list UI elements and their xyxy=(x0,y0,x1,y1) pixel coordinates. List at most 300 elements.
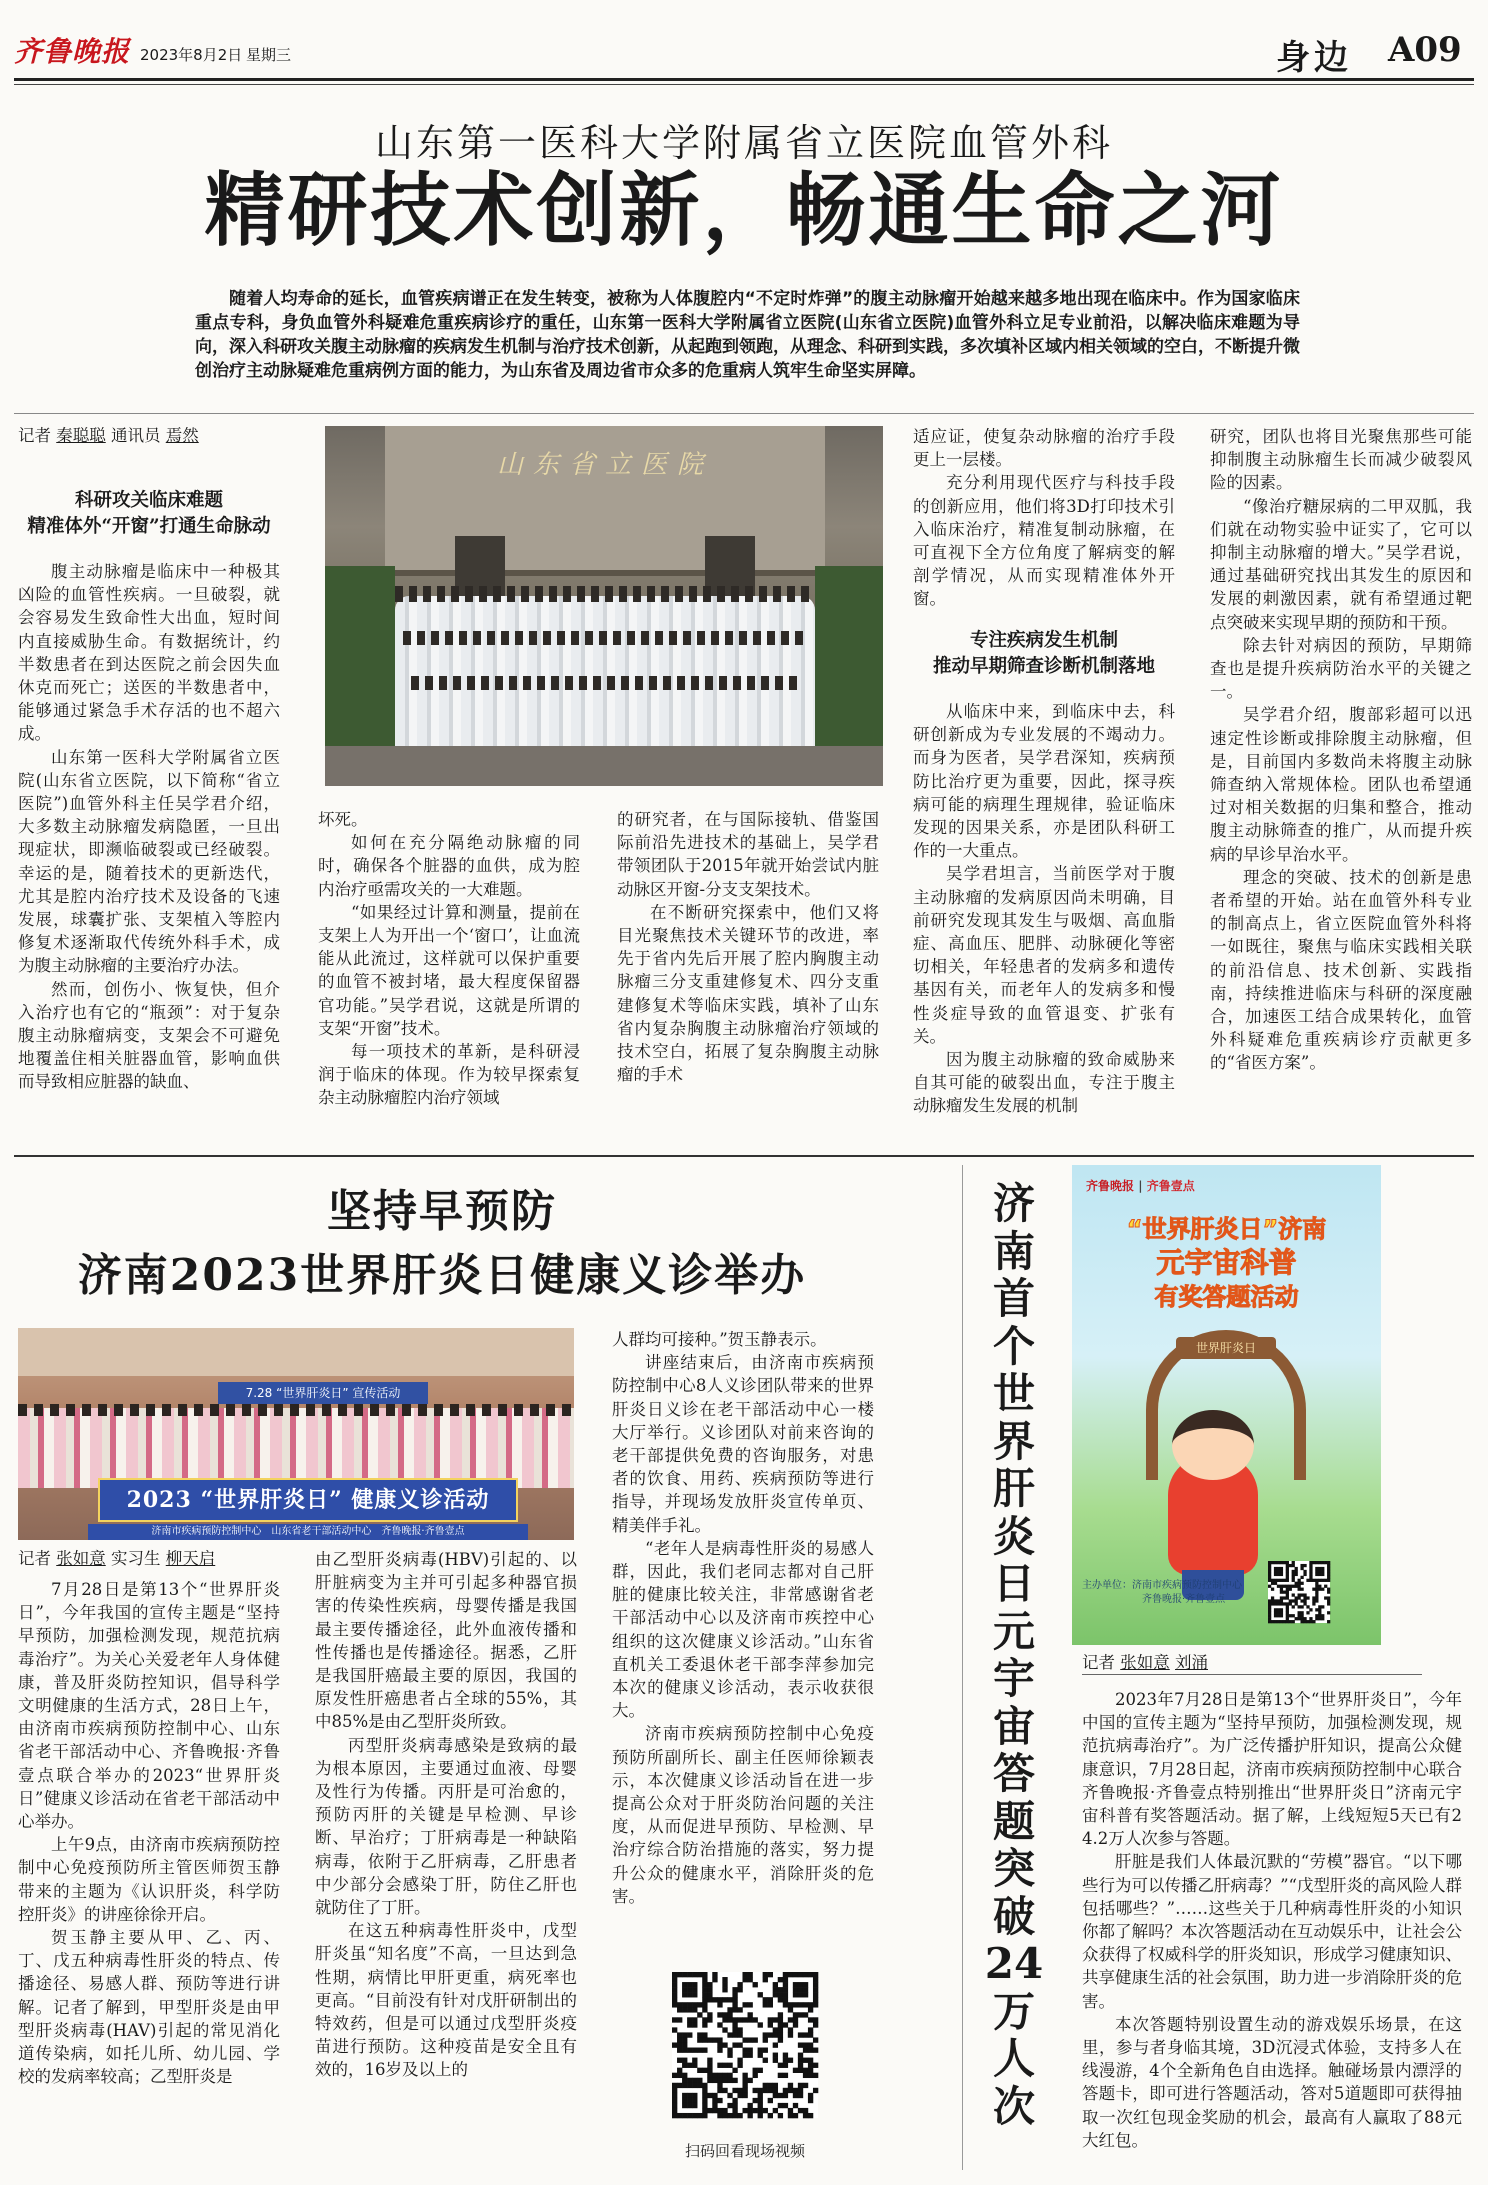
article2-qr-code[interactable] xyxy=(672,1972,818,2118)
qr-module xyxy=(672,2088,677,2093)
article1-column-3 xyxy=(617,808,879,1150)
qr-module xyxy=(687,2007,692,2012)
poster-line-1: “世界肝炎日”济南 xyxy=(1126,1215,1327,1243)
qr-module xyxy=(813,2017,818,2022)
qr-module xyxy=(803,1987,808,1992)
qr-module xyxy=(798,2093,803,2098)
qr-module xyxy=(1315,1591,1318,1594)
qr-module xyxy=(682,2093,687,2098)
qr-module xyxy=(803,2068,808,2073)
article2-title xyxy=(14,1180,870,1308)
qr-module xyxy=(727,1997,732,2002)
qr-module xyxy=(1312,1602,1315,1605)
qr-module xyxy=(753,2037,758,2042)
qr-module xyxy=(783,1987,788,1992)
qr-module xyxy=(677,2068,682,2073)
qr-module xyxy=(722,2088,727,2093)
qr-module xyxy=(1300,1599,1303,1602)
qr-module xyxy=(1277,1620,1280,1623)
qr-module xyxy=(798,2058,803,2063)
qr-module xyxy=(803,2002,808,2007)
qr-module xyxy=(702,1982,707,1987)
qr-module xyxy=(712,2098,717,2103)
qr-module xyxy=(692,2002,697,2007)
qr-module xyxy=(697,2113,702,2118)
qr-module xyxy=(1286,1561,1289,1564)
qr-module xyxy=(1306,1605,1309,1608)
poster-sign: 世界肝炎日 xyxy=(1176,1337,1276,1359)
qr-module xyxy=(763,2058,768,2063)
poster-brand-bar xyxy=(1086,1177,1226,1197)
qr-module xyxy=(813,2037,818,2042)
qr-module xyxy=(1306,1579,1309,1582)
qr-module xyxy=(758,2022,763,2027)
qr-module xyxy=(692,2093,697,2098)
poster-line-3: 有奖答题活动 xyxy=(1154,1283,1299,1311)
qr-module xyxy=(722,1997,727,2002)
qr-module xyxy=(682,2042,687,2047)
article2-column-2 xyxy=(315,1548,577,2173)
qr-module xyxy=(758,2048,763,2053)
byline-intern: 焉然 xyxy=(165,426,199,445)
qr-module xyxy=(803,2032,808,2037)
qr-module xyxy=(768,2032,773,2037)
masthead-logo: 齐鲁晚报 xyxy=(14,35,131,68)
qr-module xyxy=(712,1977,717,1982)
qr-module xyxy=(1274,1582,1277,1585)
qr-module xyxy=(783,2002,788,2007)
qr-module xyxy=(1280,1579,1283,1582)
qr-module xyxy=(1283,1602,1286,1605)
qr-module xyxy=(1286,1608,1289,1611)
qr-module xyxy=(1321,1588,1324,1591)
qr-module xyxy=(813,1977,818,1982)
qr-module xyxy=(1268,1570,1271,1573)
qr-module xyxy=(672,2093,677,2098)
qr-module xyxy=(1268,1564,1271,1567)
article1-column-1 xyxy=(18,560,280,1150)
qr-module xyxy=(793,2113,798,2118)
qr-module xyxy=(1292,1614,1295,1617)
qr-module xyxy=(1306,1620,1309,1623)
qr-module xyxy=(1300,1588,1303,1591)
article3-title: 济南首个世界肝炎日元宇宙答题突破24万人次 xyxy=(984,1179,1044,2131)
qr-module xyxy=(732,2113,737,2118)
qr-module xyxy=(1277,1614,1280,1617)
qr-module xyxy=(692,2022,697,2027)
qr-module xyxy=(682,2113,687,2118)
qr-module xyxy=(1286,1576,1289,1579)
qr-module xyxy=(1274,1567,1277,1570)
qr-module xyxy=(672,2108,677,2113)
paragraph: 然而，创伤小、恢复快，但介入治疗也有它的“瓶颈”：对于复杂腹主动脉瘤病变，支架会不可避免地覆盖住相关脏器血管，影响血供而导致相应脏器的缺血、 xyxy=(18,979,280,1092)
qr-module xyxy=(763,1997,768,2002)
qr-module xyxy=(1274,1579,1277,1582)
qr-module xyxy=(1295,1602,1298,1605)
qr-module xyxy=(727,2093,732,2098)
qr-module xyxy=(783,2053,788,2058)
qr-module xyxy=(798,2032,803,2037)
qr-module xyxy=(1315,1617,1318,1620)
qr-module xyxy=(803,2012,808,2017)
qr-module xyxy=(1292,1605,1295,1608)
qr-pattern xyxy=(672,1972,818,2118)
photo-crowd-heads xyxy=(18,1404,574,1416)
qr-module xyxy=(687,2032,692,2037)
article1-byline xyxy=(18,425,199,447)
qr-module xyxy=(1286,1614,1289,1617)
qr-module xyxy=(677,2058,682,2063)
article1-col5-text xyxy=(1210,425,1472,1075)
qr-module xyxy=(773,1992,778,1997)
qr-module xyxy=(717,2098,722,2103)
qr-module xyxy=(707,2068,712,2073)
qr-module xyxy=(1315,1596,1318,1599)
qr-module xyxy=(1298,1588,1301,1591)
qr-module xyxy=(1327,1576,1330,1579)
qr-module xyxy=(707,2037,712,2042)
qr-module xyxy=(788,1972,793,1977)
qr-module xyxy=(813,2002,818,2007)
qr-module xyxy=(778,2027,783,2032)
qr-module xyxy=(768,2088,773,2093)
qr-module xyxy=(1321,1561,1324,1564)
qr-module xyxy=(753,1982,758,1987)
qr-module xyxy=(732,2027,737,2032)
qr-module xyxy=(687,1987,692,1992)
qr-module xyxy=(722,1982,727,1987)
qr-module xyxy=(722,2078,727,2083)
qr-module xyxy=(1327,1602,1330,1605)
qr-module xyxy=(1327,1567,1330,1570)
qr-module xyxy=(677,2048,682,2053)
qr-module xyxy=(677,2037,682,2042)
qr-module xyxy=(737,1987,742,1992)
qr-module xyxy=(732,2078,737,2083)
qr-module xyxy=(1327,1591,1330,1594)
qr-module xyxy=(687,2083,692,2088)
qr-module xyxy=(702,2022,707,2027)
qr-module xyxy=(798,2088,803,2093)
qr-module xyxy=(793,2088,798,2093)
qr-module xyxy=(758,2068,763,2073)
qr-module xyxy=(737,1982,742,1987)
article1-lead: 随着人均寿命的延长，血管疾病谱正在发生转变，被称为人体腹腔内“不定时炸弹”的腹主动脉瘤开始越来越多地出现在临床中。作为国家临床重点专科，身负血管外科疑难危重疾病诊疗的重任，山东第一医科大学附属省立医院(山东省立医院)血管外科立足专业前沿，以解决临床难题为导向，深入科研攻关腹主动脉瘤的疾病发生机制与治疗技术创新，从起跑到领跑，从理念、科研到实践，多次填补区域内相关领域的空白，不断提升微创治疗主动脉疑难危重病例方面的能力，为山东省及周边省市众多的危重病人筑牢生命坚实屏障。 xyxy=(195,289,1300,381)
qr-module xyxy=(1312,1596,1315,1599)
qr-module xyxy=(732,1997,737,2002)
qr-module xyxy=(702,1992,707,1997)
qr-module xyxy=(1318,1573,1321,1576)
qr-module xyxy=(768,2083,773,2088)
qr-module xyxy=(702,1972,707,1977)
qr-module xyxy=(1318,1614,1321,1617)
qr-module xyxy=(672,2098,677,2103)
photo-crowd-heads xyxy=(411,676,799,690)
qr-module xyxy=(783,1997,788,2002)
qr-module xyxy=(1315,1573,1318,1576)
qr-module xyxy=(702,1977,707,1982)
paragraph: 吴学君坦言，当前医学对于腹主动脉瘤的发病原因尚未明确，目前研究发现其发生与吸烟、高血脂症、高血压、肥胖、动脉硬化等密切相关，年轻患者的发病多和遗传基因有关，而老年人的发病多和慢性炎症导致的血管退变、扩张有关。 xyxy=(913,864,1175,1046)
qr-module xyxy=(687,1982,692,1987)
qr-module xyxy=(1312,1620,1315,1623)
article3-byline xyxy=(1082,1652,1208,1674)
qr-module xyxy=(768,2017,773,2022)
qr-module xyxy=(1268,1620,1271,1623)
qr-module xyxy=(1286,1617,1289,1620)
qr-module xyxy=(707,2017,712,2022)
qr-module xyxy=(773,2042,778,2047)
qr-module xyxy=(748,2017,753,2022)
qr-module xyxy=(813,2022,818,2027)
qr-module xyxy=(707,2108,712,2113)
qr-module xyxy=(702,2113,707,2118)
qr-module xyxy=(1292,1620,1295,1623)
qr-module xyxy=(742,2108,747,2113)
paragraph: “像治疗糖尿病的二甲双胍，我们就在动物实验中证实了，它可以抑制主动脉瘤的增大。”吴学君说，通过基础研究找出其发生的原因和发展的刺激因素，就有希望通过靶点突破来实现早期的预防和干预。 xyxy=(1210,496,1472,632)
qr-module xyxy=(1303,1602,1306,1605)
qr-module xyxy=(803,1972,808,1977)
qr-module xyxy=(1300,1593,1303,1596)
qr-module xyxy=(788,2032,793,2037)
paragraph: 贺玉静主要从甲、乙、丙、丁、戊五种病毒性肝炎的特点、传播途径、易感人群、预防等进行讲解。记者了解到，甲型肝炎是由甲型肝炎病毒(HAV)引起的常见消化道传染病，如托儿所、幼儿园、学校的发病率较高；乙型肝炎是 xyxy=(18,1928,280,2087)
qr-module xyxy=(808,2098,813,2103)
article1-lead-rule xyxy=(14,413,1474,414)
qr-module xyxy=(1277,1561,1280,1564)
qr-module xyxy=(1268,1617,1271,1620)
qr-module xyxy=(798,2083,803,2088)
qr-module xyxy=(763,2037,768,2042)
qr-module xyxy=(783,2103,788,2108)
qr-module xyxy=(1309,1576,1312,1579)
article2-qr-caption: 扫码回看现场视频 xyxy=(684,2142,805,2160)
qr-module xyxy=(1300,1582,1303,1585)
qr-module xyxy=(778,2022,783,2027)
qr-module xyxy=(717,2037,722,2042)
qr-module xyxy=(717,2083,722,2088)
qr-module xyxy=(712,2078,717,2083)
qr-module xyxy=(692,1982,697,1987)
qr-module xyxy=(672,1987,677,1992)
qr-module xyxy=(677,2073,682,2078)
qr-module xyxy=(692,2007,697,2012)
qr-module xyxy=(788,2083,793,2088)
qr-module xyxy=(1303,1573,1306,1576)
paragraph: 山东第一医科大学附属省立医院(山东省立医院，以下简称“省立医院”)血管外科主任吴学君介绍，大多数主动脉瘤发病隐匿，一旦出现症状，即濒临破裂或已经破裂。幸运的是，随着技术的更新迭代，尤其是腔内治疗技术及设备的飞速发展，球囊扩张、支架植入等腔内修复术逐渐取代传统外科手术，成为腹主动脉瘤的主要治疗办法。 xyxy=(18,747,280,976)
photo-ceiling xyxy=(18,1328,574,1376)
qr-module xyxy=(813,1987,818,1992)
article1-column-2 xyxy=(318,808,580,1150)
qr-module xyxy=(1274,1608,1277,1611)
qr-module xyxy=(798,2108,803,2113)
qr-module xyxy=(1280,1573,1283,1576)
article1-bottom-rule xyxy=(14,1155,1474,1157)
qr-module xyxy=(712,2037,717,2042)
qr-module xyxy=(808,2042,813,2047)
qr-module xyxy=(1277,1608,1280,1611)
qr-module xyxy=(1271,1588,1274,1591)
qr-module xyxy=(1292,1599,1295,1602)
qr-module xyxy=(798,2068,803,2073)
qr-module xyxy=(773,2088,778,2093)
qr-module xyxy=(758,2088,763,2093)
qr-module xyxy=(742,2017,747,2022)
qr-module xyxy=(753,2108,758,2113)
qr-module xyxy=(803,2073,808,2078)
qr-module xyxy=(727,2113,732,2118)
qr-module xyxy=(813,2088,818,2093)
issue-weekday: 星期三 xyxy=(246,46,292,64)
qr-module xyxy=(753,2088,758,2093)
qr-module xyxy=(788,2027,793,2032)
qr-module xyxy=(813,1997,818,2002)
qr-module xyxy=(1286,1588,1289,1591)
qr-module xyxy=(1315,1567,1318,1570)
paragraph: “如果经过计算和测量，提前在支架上人为开出一个‘窗口’，让血流能从此流过，这样就可以保护重要的血管不被封堵，最大程度保留器官功能。”吴学君说，这就是所谓的支架“开窗”技术。 xyxy=(318,902,580,1038)
qr-module xyxy=(793,2017,798,2022)
qr-module xyxy=(722,2108,727,2113)
paragraph: 如何在充分隔绝动脉瘤的同时，确保各个脏器的血供，成为腔内治疗亟需攻关的一大难题。 xyxy=(318,833,580,899)
qr-module xyxy=(813,2048,818,2053)
qr-module xyxy=(788,2002,793,2007)
qr-module xyxy=(732,2098,737,2103)
qr-module xyxy=(783,2022,788,2027)
qr-module xyxy=(808,2002,813,2007)
qr-module xyxy=(707,2063,712,2068)
qr-module xyxy=(687,2093,692,2098)
header-rule-thin xyxy=(14,84,1474,85)
qr-module xyxy=(1312,1588,1315,1591)
qr-module xyxy=(697,2048,702,2053)
article1-col4a-text xyxy=(913,425,1175,611)
qr-module xyxy=(778,2032,783,2037)
qr-module xyxy=(1274,1614,1277,1617)
qr-module xyxy=(692,2058,697,2063)
byline-reporter-label: 记者 xyxy=(1082,1653,1115,1672)
qr-module xyxy=(712,2108,717,2113)
qr-module xyxy=(793,1987,798,1992)
paragraph: 的研究者，在与国际接轨、借鉴国际前沿先进技术的基础上，吴学君带领团队于2015年就开始尝试内脏动脉区开窗-分支支架技术。 xyxy=(617,810,879,899)
qr-module xyxy=(707,1987,712,1992)
qr-module xyxy=(727,2012,732,2017)
poster-brand-1: 齐鲁晚报 xyxy=(1086,1179,1135,1193)
qr-module xyxy=(682,1972,687,1977)
qr-module xyxy=(702,2032,707,2037)
qr-module xyxy=(702,2103,707,2108)
qr-module xyxy=(1280,1599,1283,1602)
qr-module xyxy=(1303,1617,1306,1620)
qr-module xyxy=(672,2027,677,2032)
qr-module xyxy=(1292,1576,1295,1579)
qr-module xyxy=(687,2002,692,2007)
qr-module xyxy=(697,2002,702,2007)
qr-module xyxy=(1286,1564,1289,1567)
qr-module xyxy=(1315,1561,1318,1564)
qr-module xyxy=(788,2088,793,2093)
qr-module xyxy=(748,1972,753,1977)
qr-module xyxy=(1309,1579,1312,1582)
qr-module xyxy=(1283,1620,1286,1623)
qr-module xyxy=(722,2073,727,2078)
section-name: 身边 xyxy=(1276,38,1352,78)
qr-module xyxy=(1286,1620,1289,1623)
qr-module xyxy=(773,2032,778,2037)
qr-module xyxy=(758,2093,763,2098)
qr-module xyxy=(732,2017,737,2022)
qr-module xyxy=(1271,1599,1274,1602)
poster-character-head xyxy=(1172,1410,1254,1480)
article3-event-poster xyxy=(1072,1165,1381,1645)
article2-divider xyxy=(962,1165,963,2170)
qr-module xyxy=(687,2103,692,2108)
article1-column-5 xyxy=(1210,425,1472,1150)
qr-module xyxy=(808,2017,813,2022)
qr-module xyxy=(1318,1588,1321,1591)
qr-module xyxy=(722,2027,727,2032)
qr-module xyxy=(778,2063,783,2068)
qr-module xyxy=(763,2088,768,2093)
qr-module xyxy=(1271,1579,1274,1582)
qr-module xyxy=(1274,1611,1277,1614)
qr-module xyxy=(803,2083,808,2088)
qr-module xyxy=(1327,1573,1330,1576)
poster-qr-code[interactable] xyxy=(1268,1561,1330,1623)
photo-crowd-heads xyxy=(403,631,807,645)
qr-module xyxy=(737,2027,742,2032)
qr-module xyxy=(702,2048,707,2053)
qr-module xyxy=(712,2073,717,2078)
qr-module xyxy=(1315,1585,1318,1588)
qr-module xyxy=(1271,1602,1274,1605)
qr-module xyxy=(1306,1611,1309,1614)
qr-module xyxy=(1303,1599,1306,1602)
qr-module xyxy=(1327,1599,1330,1602)
qr-module xyxy=(1303,1570,1306,1573)
qr-module xyxy=(763,2083,768,2088)
qr-module xyxy=(1268,1602,1271,1605)
paragraph: 济南市疾病预防控制中心免疫预防所副所长、副主任医师徐颖表示，本次健康义诊活动旨在进一步提高公众对于肝炎防治问题的关注度，从而促进早预防、早检测、早治疗综合防治措施的落实，努力提升公众的健康水平，消除肝炎的危害。 xyxy=(612,1724,874,1906)
qr-module xyxy=(1321,1567,1324,1570)
qr-module xyxy=(1268,1614,1271,1617)
qr-module xyxy=(808,1972,813,1977)
qr-module xyxy=(808,2032,813,2037)
photo-banner-foot: 济南市疾病预防控制中心 山东省老干部活动中心 齐鲁晚报·齐鲁壹点 xyxy=(88,1524,528,1540)
qr-module xyxy=(687,2017,692,2022)
qr-module xyxy=(672,2073,677,2078)
qr-module xyxy=(813,1982,818,1987)
photo-crowd-heads xyxy=(395,586,815,602)
qr-module xyxy=(763,2002,768,2007)
qr-module xyxy=(768,1997,773,2002)
qr-module xyxy=(717,2073,722,2078)
qr-module xyxy=(748,2002,753,2007)
article2-col2-text xyxy=(315,1548,577,2082)
qr-module xyxy=(1268,1579,1271,1582)
qr-module xyxy=(672,2083,677,2088)
qr-module xyxy=(808,2007,813,2012)
qr-module xyxy=(783,1977,788,1982)
qr-module xyxy=(742,2037,747,2042)
qr-module xyxy=(742,1972,747,1977)
qr-module xyxy=(1289,1588,1292,1591)
qr-module xyxy=(753,2073,758,2078)
qr-module xyxy=(1268,1585,1271,1588)
qr-module xyxy=(1295,1617,1298,1620)
qr-module xyxy=(1292,1593,1295,1596)
qr-module xyxy=(1321,1579,1324,1582)
qr-module xyxy=(1300,1564,1303,1567)
qr-module xyxy=(702,2088,707,2093)
article2-event-photo xyxy=(18,1328,574,1540)
